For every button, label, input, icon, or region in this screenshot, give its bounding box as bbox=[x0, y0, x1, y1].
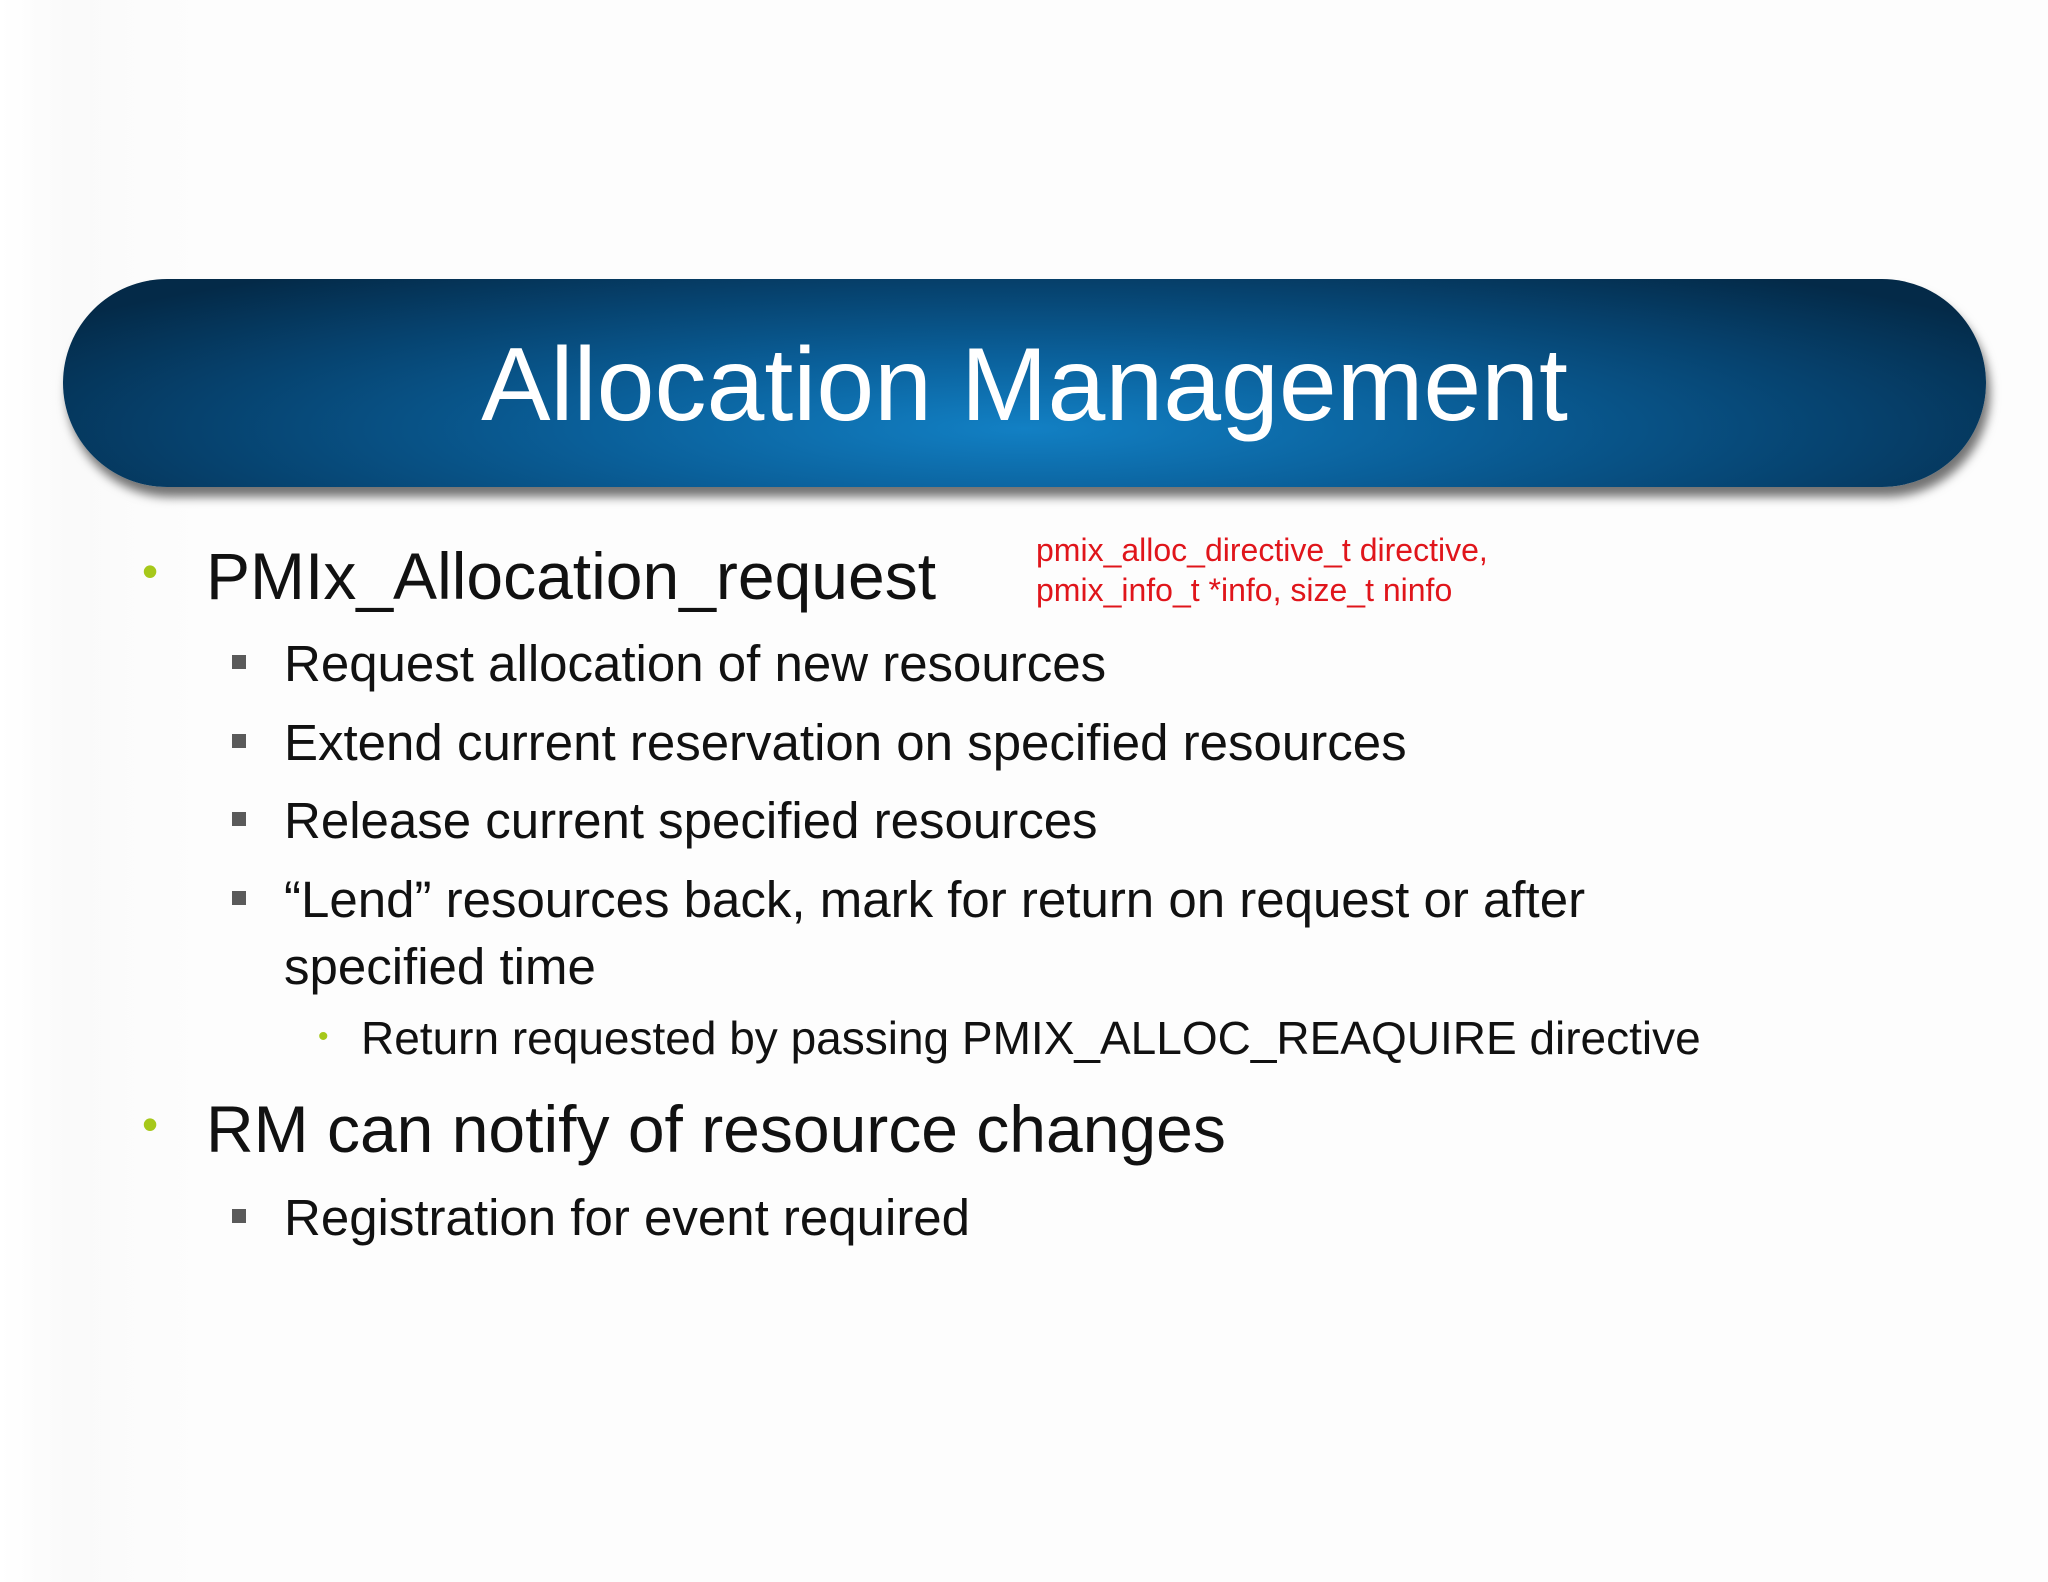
slide-title: Allocation Management bbox=[481, 327, 1568, 443]
square-bullet-icon bbox=[232, 1209, 246, 1223]
sub-bullet-text: Request allocation of new resources bbox=[284, 635, 1107, 692]
small-bullet-dot-icon: • bbox=[318, 1020, 329, 1053]
annotation-line-1: pmix_alloc_directive_t directive, bbox=[1036, 532, 1488, 568]
square-bullet-icon bbox=[232, 734, 246, 748]
bullet-dot-icon: • bbox=[142, 1098, 159, 1150]
function-signature-annotation bbox=[1036, 530, 1488, 610]
bullet-2-text: RM can notify of resource changes bbox=[206, 1092, 1226, 1166]
bullet-1-text: PMIx_Allocation_request bbox=[206, 539, 937, 613]
sub-bullet-text: Extend current reservation on specified resources bbox=[284, 714, 1407, 771]
title-banner bbox=[63, 279, 1986, 487]
annotation-line-2: pmix_info_t *info, size_t ninfo bbox=[1036, 572, 1453, 608]
bullet-dot-icon: • bbox=[142, 545, 159, 597]
sub-sub-bullet-text: Return requested by passing PMIX_ALLOC_REAQUIRE directive bbox=[361, 1012, 1701, 1064]
sub-bullet-text: Registration for event required bbox=[284, 1189, 971, 1246]
sub-bullet-text-continuation: specified time bbox=[284, 938, 596, 995]
square-bullet-icon bbox=[232, 812, 246, 826]
square-bullet-icon bbox=[232, 655, 246, 669]
sub-bullet-text: “Lend” resources back, mark for return on request or after bbox=[284, 871, 1586, 928]
sub-bullet-text: Release current specified resources bbox=[284, 792, 1098, 849]
square-bullet-icon bbox=[232, 891, 246, 905]
